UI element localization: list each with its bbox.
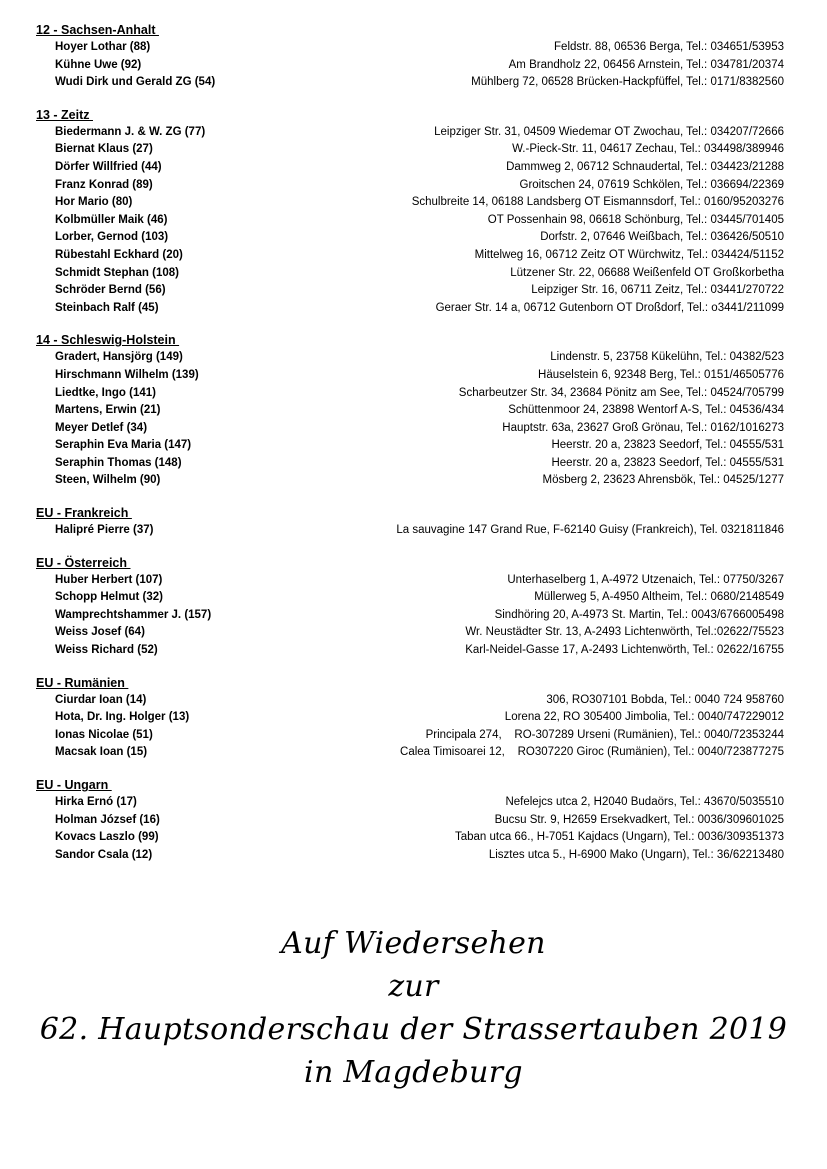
member-name: Weiss Richard (52) <box>55 644 158 657</box>
member-address: Mösberg 2, 23623 Ahrensbök, Tel.: 04525/1277 <box>542 474 784 487</box>
member-name: Wamprechtshammer J. (157) <box>55 608 212 621</box>
member-name: Biernat Klaus (27) <box>55 143 153 156</box>
member-name: Halipré Pierre (37) <box>55 524 154 537</box>
member-name: Gradert, Hansjörg (149) <box>55 351 183 364</box>
member-name: Schmidt Stephan (108) <box>55 266 179 279</box>
member-address: Schüttenmoor 24, 23898 Wentorf A-S, Tel.: 04536/434 <box>508 404 784 417</box>
member-name: Huber Herbert (107) <box>55 573 163 586</box>
member-address: OT Possenhain 98, 06618 Schönburg, Tel.: 03445/701405 <box>487 213 784 226</box>
member-row <box>36 642 784 660</box>
member-row <box>36 847 784 865</box>
member-address: Lorena 22, RO 305400 Jimbolia, Tel.: 0040/747229012 <box>504 711 784 724</box>
section-title: EU - Ungarn <box>36 778 112 792</box>
member-name: Hirschmann Wilhelm (139) <box>55 368 199 381</box>
section <box>36 332 784 490</box>
member-row <box>36 300 784 318</box>
member-address: Dammweg 2, 06712 Schnaudertal, Tel.: 034423/21288 <box>506 160 784 173</box>
member-row <box>36 572 784 590</box>
member-name: Hirka Ernó (17) <box>55 796 137 808</box>
member-row <box>36 349 784 367</box>
member-row <box>36 57 784 75</box>
member-row <box>36 385 784 403</box>
member-address: Lindenstr. 5, 23758 Kükelühn, Tel.: 04382/523 <box>550 351 784 364</box>
member-name: Steen, Wilhelm (90) <box>55 474 161 487</box>
member-row <box>36 472 784 490</box>
member-name: Biedermann J. & W. ZG (77) <box>55 125 206 138</box>
member-row <box>36 282 784 300</box>
member-address: Leipziger Str. 31, 04509 Wiedemar OT Zwochau, Tel.: 034207/72666 <box>434 125 784 138</box>
member-row <box>36 829 784 847</box>
member-address: Groitschen 24, 07619 Schkölen, Tel.: 036694/22369 <box>519 178 784 191</box>
member-row <box>36 212 784 230</box>
member-row <box>36 455 784 473</box>
member-row <box>36 812 784 830</box>
member-name: Sandor Csala (12) <box>55 848 153 861</box>
member-name: Kolbmüller Maik (46) <box>55 213 168 226</box>
section <box>36 555 784 660</box>
member-row <box>36 709 784 727</box>
member-address: Heerstr. 20 a, 23823 Seedorf, Tel.: 04555/531 <box>551 439 784 452</box>
section <box>36 505 784 540</box>
member-address: Häuselstein 6, 92348 Berg, Tel.: 0151/46505776 <box>538 368 784 381</box>
section-title: EU - Rumänien <box>36 675 129 690</box>
member-address: Scharbeutzer Str. 34, 23684 Pönitz am See, Tel.: 04524/705799 <box>458 386 784 399</box>
member-row <box>36 39 784 57</box>
section <box>36 675 784 762</box>
member-name: Hoyer Lothar (88) <box>55 41 151 53</box>
member-row <box>36 522 784 540</box>
member-name: Dörfer Willfried (44) <box>55 160 162 173</box>
member-row <box>36 794 784 812</box>
member-address: Müllerweg 5, A-4950 Altheim, Tel.: 0680/2148549 <box>534 591 784 604</box>
member-address: Bucsu Str. 9, H2659 Ersekvadkert, Tel.: 0036/309601025 <box>494 813 784 826</box>
member-row <box>36 194 784 212</box>
farewell-line-1: Auf Wiedersehen <box>281 926 546 961</box>
member-name: Holman József (16) <box>55 813 160 826</box>
member-address: Heerstr. 20 a, 23823 Seedorf, Tel.: 04555/531 <box>551 456 784 469</box>
member-address: Mühlberg 72, 06528 Brücken-Hackpfüffel, Tel.: 0171/8382560 <box>471 76 784 89</box>
member-name: Steinbach Ralf (45) <box>55 301 159 314</box>
member-address: Unterhaselberg 1, A-4972 Utzenaich, Tel.: 07750/3267 <box>507 573 784 586</box>
section-title: EU - Österreich <box>36 555 131 570</box>
member-name: Weiss Josef (64) <box>55 626 145 639</box>
member-address: Geraer Str. 14 a, 06712 Gutenborn OT Droßdorf, Tel.: o3441/211099 <box>435 301 784 314</box>
member-address: Schulbreite 14, 06188 Landsberg OT Eismannsdorf, Tel.: 0160/95203276 <box>411 196 784 209</box>
member-row <box>36 437 784 455</box>
member-address: Taban utca 66., H-7051 Kajdacs (Ungarn), Tel.: 0036/309351373 <box>454 831 784 844</box>
member-name: Hor Mario (80) <box>55 196 133 209</box>
member-row <box>36 74 784 92</box>
member-address: Lisztes utca 5., H-6900 Mako (Ungarn), Tel.: 36/62213480 <box>488 848 784 861</box>
member-address: W.-Pieck-Str. 11, 04617 Zechau, Tel.: 034498/389946 <box>512 143 784 156</box>
member-row <box>36 159 784 177</box>
member-row <box>36 265 784 283</box>
member-name: Kühne Uwe (92) <box>55 58 142 71</box>
farewell-line-2: zur <box>388 969 439 1004</box>
member-row <box>36 624 784 642</box>
member-address: Dorfstr. 2, 07646 Weißbach, Tel.: 036426/50510 <box>540 231 784 244</box>
member-name: Martens, Erwin (21) <box>55 404 161 417</box>
member-name: Seraphin Thomas (148) <box>55 456 182 469</box>
member-address: Am Brandholz 22, 06456 Arnstein, Tel.: 034781/20374 <box>508 58 784 71</box>
member-address: Leipziger Str. 16, 06711 Zeitz, Tel.: 03441/270722 <box>531 284 784 297</box>
member-row <box>36 744 784 762</box>
member-name: Hota, Dr. Ing. Holger (13) <box>55 711 190 724</box>
member-row <box>36 247 784 265</box>
section <box>36 777 784 864</box>
member-name: Schröder Bernd (56) <box>55 284 166 297</box>
member-name: Macsak Ioan (15) <box>55 746 148 759</box>
member-address: Lützener Str. 22, 06688 Weißenfeld OT Großkorbetha <box>510 266 784 279</box>
farewell-line-4: in Magdeburg <box>304 1055 523 1090</box>
member-name: Wudi Dirk und Gerald ZG (54) <box>55 76 216 89</box>
section <box>36 107 784 318</box>
member-address: La sauvagine 147 Grand Rue, F-62140 Guisy (Frankreich), Tel. 0321811846 <box>396 524 784 537</box>
member-address: Nefelejcs utca 2, H2040 Budaörs, Tel.: 43670/5035510 <box>505 796 784 808</box>
member-address: Hauptstr. 63a, 23627 Groß Grönau, Tel.: 0162/1016273 <box>502 421 784 434</box>
member-address: Mittelweg 16, 06712 Zeitz OT Würchwitz, Tel.: 034424/51152 <box>474 248 784 261</box>
member-name: Kovacs Laszlo (99) <box>55 831 159 844</box>
member-name: Seraphin Eva Maria (147) <box>55 439 192 452</box>
farewell-line-3: 62. Hauptsonderschau der Strassertauben 2019 <box>39 1012 788 1047</box>
member-name: Ionas Nicolae (51) <box>55 728 153 741</box>
member-row <box>36 589 784 607</box>
member-address: Wr. Neustädter Str. 13, A-2493 Lichtenwörth, Tel.:02622/75523 <box>465 626 784 639</box>
section <box>36 22 784 92</box>
member-address: Karl-Neidel-Gasse 17, A-2493 Lichtenwörth, Tel.: 02622/16755 <box>465 644 784 657</box>
member-address: Sindhöring 20, A-4973 St. Martin, Tel.: 0043/6766005498 <box>494 608 784 621</box>
member-row <box>36 177 784 195</box>
member-name: Schopp Helmut (32) <box>55 591 163 604</box>
member-name: Franz Konrad (89) <box>55 178 153 191</box>
farewell-message <box>0 922 827 1094</box>
section-title: 13 - Zeitz <box>36 107 93 122</box>
member-row <box>36 420 784 438</box>
member-name: Ciurdar Ioan (14) <box>55 693 147 706</box>
member-row <box>36 124 784 142</box>
member-row <box>36 727 784 745</box>
member-directory <box>36 22 784 879</box>
member-address: Calea Timisoarei 12, RO307220 Giroc (Rumänien), Tel.: 0040/723877275 <box>400 746 784 759</box>
member-row <box>36 402 784 420</box>
member-row <box>36 141 784 159</box>
member-name: Meyer Detlef (34) <box>55 421 148 434</box>
member-name: Lorber, Gernod (103) <box>55 231 169 244</box>
member-row <box>36 367 784 385</box>
member-address: Principala 274, RO-307289 Urseni (Rumänien), Tel.: 0040/72353244 <box>425 728 784 741</box>
section-title: 14 - Schleswig-Holstein <box>36 333 180 348</box>
member-row <box>36 607 784 625</box>
member-row <box>36 692 784 710</box>
member-address: 306, RO307101 Bobda, Tel.: 0040 724 958760 <box>546 693 784 706</box>
member-row <box>36 229 784 247</box>
section-title: EU - Frankreich <box>36 506 132 521</box>
member-name: Liedtke, Ingo (141) <box>55 386 156 399</box>
section-title: 12 - Sachsen-Anhalt <box>36 23 159 37</box>
member-address: Feldstr. 88, 06536 Berga, Tel.: 034651/53953 <box>554 41 784 53</box>
member-name: Rübestahl Eckhard (20) <box>55 248 183 261</box>
